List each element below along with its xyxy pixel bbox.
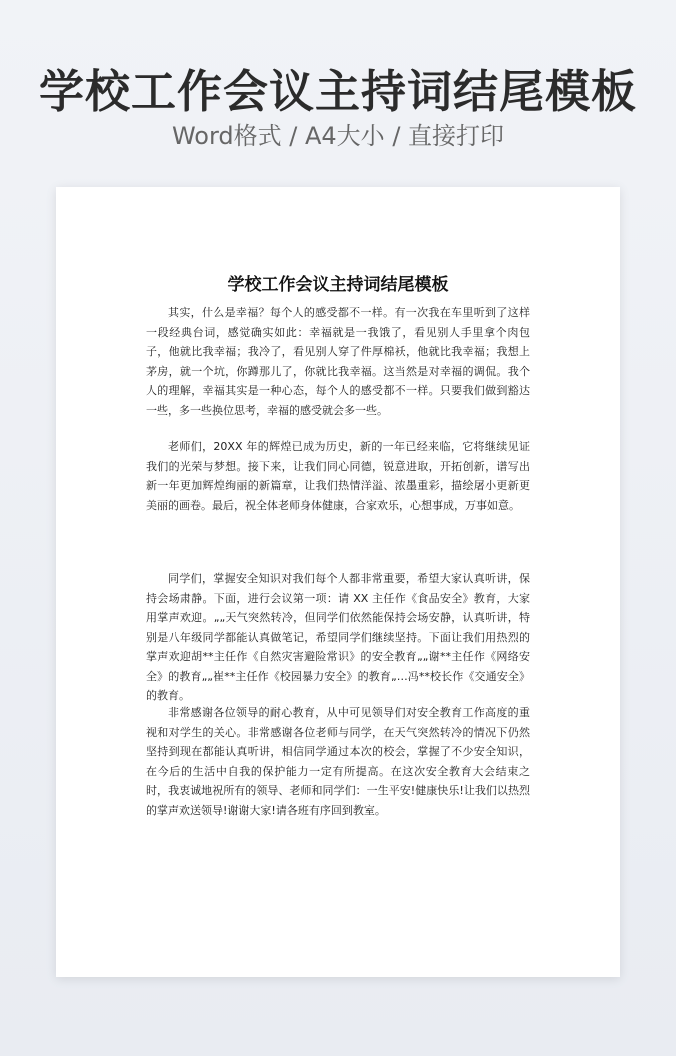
- paragraph-safety-agenda: 同学们，掌握安全知识对我们每个人都非常重要，希望大家认真听讲，保持会场肃静。下面，进行会议第一项：请 XX 主任作《食品安全》教育，大家用掌声欢迎。„„天气突然转冷，但同学们依然能保持会场安静，认真听讲，特别是八年级同学都能认真做笔记，希望同学们继续坚持。下面让我们用热烈的掌声欢迎胡**主任作《自然灾害避险常识》的安全教育„„谢**主任作《网络安全》的教育„„崔**主任作《校园暴力安全》的教育„…冯**校长作《交通安全》的教育。: [146, 572, 530, 702]
- document-page: [56, 187, 620, 977]
- document-title: 学校工作会议主持词结尾模板: [227, 275, 449, 295]
- paragraph-happiness: 其实，什么是幸福？每个人的感受都不一样。有一次我在车里听到了这样一段经典台词，感觉确实如此：幸福就是一我饿了，看见别人手里拿个肉包子，他就比我幸福；我冷了，看见别人穿了件厚棉袄，他就比我幸福；我想上茅房，就一个坑，你蹲那儿了，你就比我幸福。这当然是对幸福的调侃。我个人的理解，幸福其实是一种心态，每个人的感受都不一样。只要我们做到豁达一些，多一些换位思考，幸福的感受就会多一些。: [146, 306, 530, 417]
- paragraph-new-year: 老师们，20XX 年的辉煌已成为历史，新的一年已经来临，它将继续见证我们的光荣与梦想。接下来，让我们同心同德，锐意进取，开拓创新，谱写出新一年更加辉煌绚丽的新篇章，让我们热情洋溢、浓墨重彩，描绘屠小更新更美丽的画卷。最后，祝全体老师身体健康，合家欢乐，心想事成，万事如意。: [146, 440, 530, 512]
- banner-subtitle: Word格式 / A4大小 / 直接打印: [171, 122, 505, 150]
- banner-title: 学校工作会议主持词结尾模板: [38, 65, 637, 118]
- paragraph-closing-thanks: 非常感谢各位领导的耐心教育，从中可见领导们对安全教育工作高度的重视和对学生的关心。非常感谢各位老师与同学，在天气突然转冷的情况下仍然坚持到现在都能认真听讲，相信同学通过本次的校会，掌握了不少安全知识，在今后的生活中自我的保护能力一定有所提高。在这次安全教育大会结束之时，我衷诚地祝所有的领导、老师和同学们：一生平安!健康快乐!让我们以热烈的掌声欢送领导!谢谢大家!请各班有序回到教室。: [146, 706, 530, 817]
